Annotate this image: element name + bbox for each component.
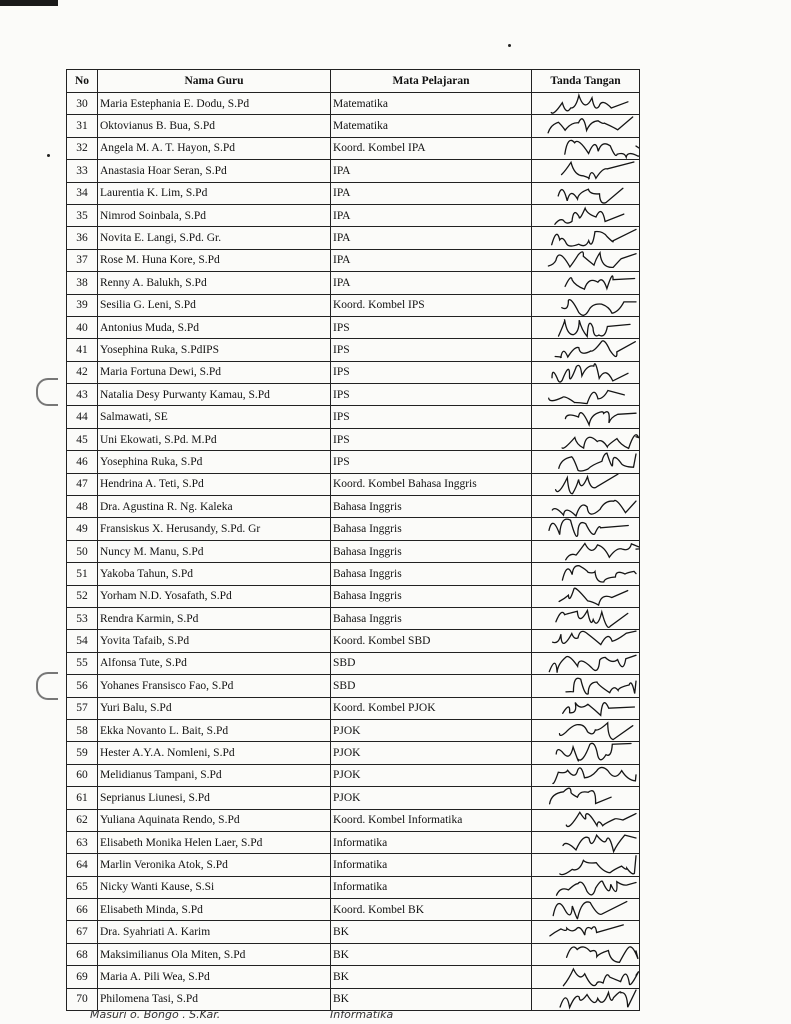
table-row: [67, 585, 640, 607]
subject-name: IPA: [331, 204, 532, 226]
subject-name: BK: [331, 921, 532, 943]
row-number: 64: [67, 854, 98, 876]
teacher-name: Yosephina Ruka, S.PdIPS: [98, 339, 331, 361]
teacher-name: Elisabeth Monika Helen Laer, S.Pd: [98, 831, 331, 853]
subject-name: IPS: [331, 361, 532, 383]
teacher-name: Oktovianus B. Bua, S.Pd: [98, 115, 331, 137]
teacher-name: Angela M. A. T. Hayon, S.Pd: [98, 137, 331, 159]
subject-name: Bahasa Inggris: [331, 563, 532, 585]
row-number: 66: [67, 899, 98, 921]
subject-name: Koord. Kombel Informatika: [331, 809, 532, 831]
subject-name: Koord. Kombel PJOK: [331, 697, 532, 719]
signature-stroke: [556, 474, 618, 494]
teacher-name: Maria A. Pili Wea, S.Pd: [98, 966, 331, 988]
teacher-name: Natalia Desy Purwanty Kamau, S.Pd: [98, 384, 331, 406]
signature-stroke: [549, 655, 636, 672]
signature-cell: [532, 294, 640, 316]
teacher-name: Ekka Novanto L. Bait, S.Pd: [98, 719, 331, 741]
signature-stroke: [560, 856, 636, 875]
table-row: [67, 204, 640, 226]
signature-scribble: [532, 899, 640, 921]
subject-name: IPS: [331, 384, 532, 406]
teacher-name: Yosephina Ruka, S.Pd: [98, 451, 331, 473]
subject-name: IPA: [331, 182, 532, 204]
row-number: 68: [67, 943, 98, 965]
header-teacher-name: Nama Guru: [98, 70, 331, 93]
signature-scribble: [532, 428, 640, 450]
handwritten-extra-subject: Informatika: [330, 1008, 394, 1021]
row-number: 49: [67, 518, 98, 540]
subject-name: PJOK: [331, 787, 532, 809]
table-row: [67, 697, 640, 719]
signature-cell: [532, 742, 640, 764]
row-number: 44: [67, 406, 98, 428]
subject-name: BK: [331, 966, 532, 988]
signature-cell: [532, 921, 640, 943]
table-row: [67, 630, 640, 652]
row-number: 38: [67, 272, 98, 294]
teacher-name: Uni Ekowati, S.Pd. M.Pd: [98, 428, 331, 450]
signature-scribble: [532, 160, 640, 182]
teacher-name: Sesilia G. Leni, S.Pd: [98, 294, 331, 316]
table-row: [67, 876, 640, 898]
row-number: 63: [67, 831, 98, 853]
signature-cell: [532, 249, 640, 271]
signature-stroke: [553, 767, 636, 783]
teacher-name: Nuncy M. Manu, S.Pd: [98, 540, 331, 562]
signature-stroke: [550, 925, 623, 936]
teacher-name: Antonius Muda, S.Pd: [98, 316, 331, 338]
row-number: 56: [67, 675, 98, 697]
subject-name: IPA: [331, 249, 532, 271]
signature-cell: [532, 719, 640, 741]
signature-stroke: [556, 744, 631, 762]
signature-cell: [532, 361, 640, 383]
signature-stroke: [548, 252, 636, 268]
table-row: [67, 384, 640, 406]
signature-stroke: [562, 435, 638, 449]
signature-stroke: [557, 881, 637, 895]
signature-scribble: [532, 93, 640, 115]
signature-stroke: [548, 117, 633, 133]
signature-cell: [532, 563, 640, 585]
signature-scribble: [532, 249, 640, 271]
subject-name: Koord. Kombel BK: [331, 899, 532, 921]
signature-scribble: [532, 406, 640, 428]
teacher-name: Nimrod Soinbala, S.Pd: [98, 204, 331, 226]
teacher-name: Melidianus Tampani, S.Pd: [98, 764, 331, 786]
signature-stroke: [563, 702, 635, 715]
teacher-name: Maria Fortuna Dewi, S.Pd: [98, 361, 331, 383]
table-row: [67, 473, 640, 495]
row-number: 33: [67, 160, 98, 182]
teacher-name: Anastasia Hoar Seran, S.Pd: [98, 160, 331, 182]
teacher-name: Maria Estephania E. Dodu, S.Pd: [98, 93, 331, 115]
punch-hole-mark: [36, 672, 58, 700]
table-row: [67, 719, 640, 741]
signature-cell: [532, 339, 640, 361]
signature-stroke: [567, 947, 638, 962]
signature-scribble: [532, 585, 640, 607]
table-row: [67, 361, 640, 383]
subject-name: Koord. Kombel Bahasa Inggris: [331, 473, 532, 495]
row-number: 59: [67, 742, 98, 764]
row-number: 43: [67, 384, 98, 406]
subject-name: IPS: [331, 451, 532, 473]
row-number: 42: [67, 361, 98, 383]
teacher-name: Alfonsa Tute, S.Pd: [98, 652, 331, 674]
signature-cell: [532, 899, 640, 921]
signature-cell: [532, 473, 640, 495]
header-signature: Tanda Tangan: [532, 70, 640, 93]
teacher-name: Philomena Tasi, S.Pd: [98, 988, 331, 1010]
signature-scribble: [532, 361, 640, 383]
subject-name: Informatika: [331, 831, 532, 853]
signature-scribble: [532, 339, 640, 361]
subject-name: SBD: [331, 675, 532, 697]
subject-name: IPA: [331, 272, 532, 294]
row-number: 61: [67, 787, 98, 809]
teacher-name: Yohanes Fransisco Fao, S.Pd: [98, 675, 331, 697]
signature-cell: [532, 115, 640, 137]
teacher-name: Yovita Tafaib, S.Pd: [98, 630, 331, 652]
signature-scribble: [532, 137, 640, 159]
subject-name: IPA: [331, 227, 532, 249]
signature-stroke: [553, 902, 627, 919]
table-row: [67, 607, 640, 629]
row-number: 45: [67, 428, 98, 450]
signature-stroke: [552, 500, 636, 516]
signature-stroke: [549, 391, 625, 404]
table-row: [67, 160, 640, 182]
signature-cell: [532, 652, 640, 674]
signature-stroke: [552, 230, 636, 247]
row-number: 37: [67, 249, 98, 271]
signature-stroke: [562, 299, 636, 315]
teacher-name: Salmawati, SE: [98, 406, 331, 428]
table-row: [67, 966, 640, 988]
signature-scribble: [532, 115, 640, 137]
table-row: [67, 742, 640, 764]
table-row: [67, 451, 640, 473]
signature-stroke: [552, 364, 628, 382]
row-number: 57: [67, 697, 98, 719]
subject-name: BK: [331, 988, 532, 1010]
signature-stroke: [555, 341, 635, 358]
subject-name: PJOK: [331, 742, 532, 764]
signature-cell: [532, 384, 640, 406]
scan-speck: [508, 44, 511, 47]
row-number: 36: [67, 227, 98, 249]
row-number: 51: [67, 563, 98, 585]
subject-name: Koord. Kombel SBD: [331, 630, 532, 652]
signature-cell: [532, 496, 640, 518]
row-number: 47: [67, 473, 98, 495]
table-row: [67, 428, 640, 450]
row-number: 52: [67, 585, 98, 607]
signature-scribble: [532, 630, 640, 652]
signature-stroke: [566, 543, 640, 559]
signature-cell: [532, 272, 640, 294]
table-row: [67, 272, 640, 294]
subject-name: Informatika: [331, 854, 532, 876]
subject-name: BK: [331, 943, 532, 965]
signature-scribble: [532, 451, 640, 473]
subject-name: PJOK: [331, 719, 532, 741]
signature-cell: [532, 831, 640, 853]
signature-scribble: [532, 876, 640, 898]
signature-stroke: [549, 520, 628, 537]
signature-cell: [532, 93, 640, 115]
teacher-name: Hester A.Y.A. Nomleni, S.Pd: [98, 742, 331, 764]
signature-stroke: [565, 276, 635, 289]
signature-cell: [532, 876, 640, 898]
signature-scribble: [532, 742, 640, 764]
table-row: [67, 921, 640, 943]
signature-cell: [532, 518, 640, 540]
subject-name: Matematika: [331, 115, 532, 137]
row-number: 60: [67, 764, 98, 786]
signature-stroke: [550, 788, 612, 804]
row-number: 40: [67, 316, 98, 338]
subject-name: IPS: [331, 406, 532, 428]
signature-scribble: [532, 652, 640, 674]
subject-name: IPS: [331, 428, 532, 450]
row-number: 62: [67, 809, 98, 831]
signature-scribble: [532, 921, 640, 943]
signature-stroke: [559, 320, 631, 337]
signature-stroke: [555, 208, 624, 224]
subject-name: Bahasa Inggris: [331, 518, 532, 540]
signature-cell: [532, 966, 640, 988]
table-row: [67, 854, 640, 876]
signature-cell: [532, 607, 640, 629]
table-row: [67, 294, 640, 316]
scan-speck: [47, 154, 50, 157]
signature-cell: [532, 809, 640, 831]
signature-cell: [532, 406, 640, 428]
teacher-name: Yorham N.D. Yosafath, S.Pd: [98, 585, 331, 607]
signature-scribble: [532, 943, 640, 965]
signature-cell: [532, 943, 640, 965]
signature-cell: [532, 854, 640, 876]
subject-name: Bahasa Inggris: [331, 607, 532, 629]
signature-cell: [532, 182, 640, 204]
signature-scribble: [532, 227, 640, 249]
table-row: [67, 227, 640, 249]
teacher-name: Rendra Karmin, S.Pd: [98, 607, 331, 629]
subject-name: Koord. Kombel IPS: [331, 294, 532, 316]
teacher-name: Marlin Veronika Atok, S.Pd: [98, 854, 331, 876]
table-row: [67, 406, 640, 428]
subject-name: Koord. Kombel IPA: [331, 137, 532, 159]
signature-scribble: [532, 809, 640, 831]
signature-scribble: [532, 384, 640, 406]
signature-scribble: [532, 272, 640, 294]
table-row: [67, 540, 640, 562]
teacher-name: Dra. Agustina R. Ng. Kaleka: [98, 496, 331, 518]
row-number: 46: [67, 451, 98, 473]
teacher-name: Yakoba Tahun, S.Pd: [98, 563, 331, 585]
subject-name: IPS: [331, 339, 532, 361]
signature-scribble: [532, 204, 640, 226]
signature-cell: [532, 227, 640, 249]
teacher-name: Renny A. Balukh, S.Pd: [98, 272, 331, 294]
table-row: [67, 182, 640, 204]
teacher-name: Seprianus Liunesi, S.Pd: [98, 787, 331, 809]
signature-scribble: [532, 294, 640, 316]
table-row: [67, 316, 640, 338]
teacher-name: Laurentia K. Lim, S.Pd: [98, 182, 331, 204]
signature-cell: [532, 675, 640, 697]
row-number: 69: [67, 966, 98, 988]
signature-stroke: [559, 588, 628, 605]
signature-scribble: [532, 719, 640, 741]
subject-name: IPS: [331, 316, 532, 338]
teacher-name: Nicky Wanti Kause, S.Si: [98, 876, 331, 898]
table-row: [67, 764, 640, 786]
signature-stroke: [565, 140, 640, 157]
attendance-table: [66, 69, 640, 1011]
signature-cell: [532, 137, 640, 159]
table-row: [67, 496, 640, 518]
table-row: [67, 652, 640, 674]
scan-corner-mark: [0, 0, 58, 6]
subject-name: SBD: [331, 652, 532, 674]
row-number: 48: [67, 496, 98, 518]
teacher-name: Hendrina A. Teti, S.Pd: [98, 473, 331, 495]
signature-cell: [532, 204, 640, 226]
handwritten-extra-name: Masuri o. Bongo . S.Kar.: [90, 1008, 221, 1021]
signature-cell: [532, 540, 640, 562]
teacher-name: Yuri Balu, S.Pd: [98, 697, 331, 719]
signature-stroke: [563, 835, 636, 852]
subject-name: Bahasa Inggris: [331, 585, 532, 607]
table-row: [67, 137, 640, 159]
row-number: 39: [67, 294, 98, 316]
subject-name: Informatika: [331, 876, 532, 898]
teacher-name: Novita E. Langi, S.Pd. Gr.: [98, 227, 331, 249]
signature-scribble: [532, 764, 640, 786]
signature-stroke: [560, 990, 636, 1007]
row-number: 54: [67, 630, 98, 652]
signature-stroke: [562, 162, 634, 179]
signature-scribble: [532, 697, 640, 719]
signature-scribble: [532, 988, 640, 1010]
header-subject: Mata Pelajaran: [331, 70, 532, 93]
row-number: 34: [67, 182, 98, 204]
signature-cell: [532, 316, 640, 338]
signature-stroke: [558, 188, 623, 203]
signature-scribble: [532, 316, 640, 338]
signature-cell: [532, 764, 640, 786]
signature-cell: [532, 451, 640, 473]
signature-scribble: [532, 473, 640, 495]
signature-stroke: [566, 678, 636, 694]
teacher-name: Maksimilianus Ola Miten, S.Pd: [98, 943, 331, 965]
subject-name: IPA: [331, 160, 532, 182]
signature-cell: [532, 630, 640, 652]
signature-cell: [532, 585, 640, 607]
table-row: [67, 339, 640, 361]
signature-scribble: [532, 518, 640, 540]
row-number: 41: [67, 339, 98, 361]
table-row: [67, 675, 640, 697]
signature-scribble: [532, 831, 640, 853]
punch-hole-mark: [36, 378, 58, 406]
teacher-name: Fransiskus X. Herusandy, S.Pd. Gr: [98, 518, 331, 540]
table-row: [67, 831, 640, 853]
table-row: [67, 249, 640, 271]
subject-name: Matematika: [331, 93, 532, 115]
row-number: 30: [67, 93, 98, 115]
signature-cell: [532, 428, 640, 450]
signature-scribble: [532, 540, 640, 562]
row-number: 67: [67, 921, 98, 943]
signature-scribble: [532, 966, 640, 988]
row-number: 35: [67, 204, 98, 226]
signature-cell: [532, 697, 640, 719]
signature-stroke: [553, 631, 636, 645]
table-header-row: [67, 70, 640, 93]
subject-name: Bahasa Inggris: [331, 496, 532, 518]
signature-cell: [532, 160, 640, 182]
signature-stroke: [559, 453, 636, 471]
row-number: 55: [67, 652, 98, 674]
teacher-name: Yuliana Aquinata Rendo, S.Pd: [98, 809, 331, 831]
signature-scribble: [532, 787, 640, 809]
subject-name: PJOK: [331, 764, 532, 786]
header-no: No: [67, 70, 98, 93]
signature-cell: [532, 988, 640, 1010]
signature-cell: [532, 787, 640, 809]
signature-scribble: [532, 854, 640, 876]
signature-stroke: [566, 812, 636, 826]
table-row: [67, 787, 640, 809]
signature-stroke: [556, 610, 628, 627]
signature-scribble: [532, 675, 640, 697]
table-row: [67, 943, 640, 965]
row-number: 70: [67, 988, 98, 1010]
table-row: [67, 899, 640, 921]
table-row: [67, 93, 640, 115]
row-number: 58: [67, 719, 98, 741]
signature-scribble: [532, 182, 640, 204]
signature-stroke: [562, 566, 636, 582]
teacher-name: Rose M. Huna Kore, S.Pd: [98, 249, 331, 271]
teacher-name: Elisabeth Minda, S.Pd: [98, 899, 331, 921]
table-row: [67, 518, 640, 540]
signature-scribble: [532, 496, 640, 518]
signature-scribble: [532, 563, 640, 585]
signature-scribble: [532, 607, 640, 629]
signature-stroke: [551, 95, 628, 113]
row-number: 31: [67, 115, 98, 137]
subject-name: Bahasa Inggris: [331, 540, 532, 562]
row-number: 53: [67, 607, 98, 629]
signature-stroke: [560, 723, 633, 740]
row-number: 32: [67, 137, 98, 159]
teacher-name: Dra. Syahriati A. Karim: [98, 921, 331, 943]
table-row: [67, 563, 640, 585]
row-number: 50: [67, 540, 98, 562]
table-row: [67, 809, 640, 831]
signature-stroke: [563, 969, 638, 986]
table-row: [67, 115, 640, 137]
signature-stroke: [565, 412, 636, 425]
row-number: 65: [67, 876, 98, 898]
